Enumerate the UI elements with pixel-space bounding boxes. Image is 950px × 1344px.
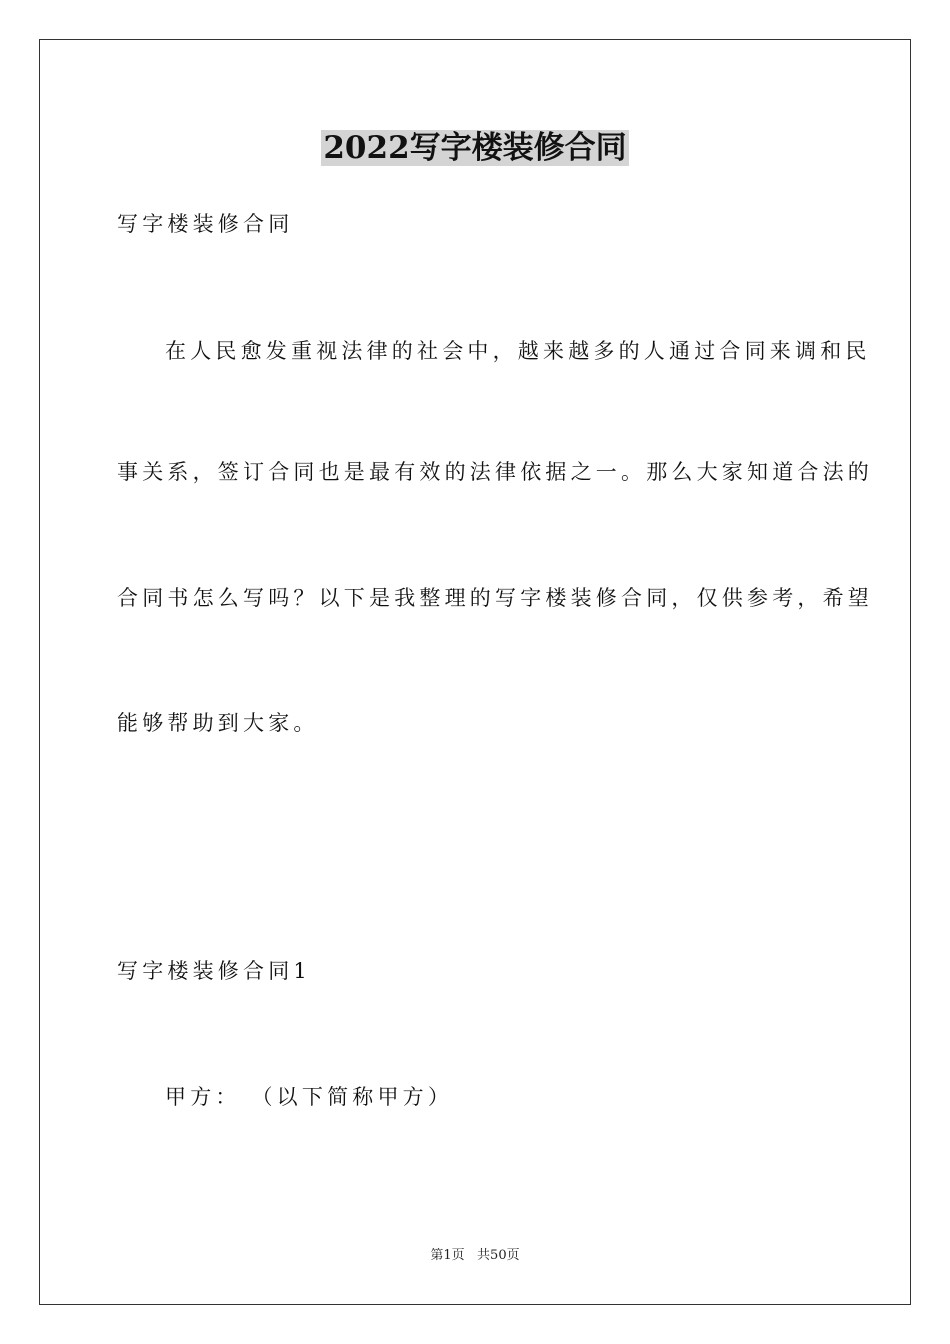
- party-a-line: 甲方： （以下简称甲方）: [165, 1085, 454, 1109]
- section-heading: 写字楼装修合同1: [117, 959, 311, 983]
- document-subtitle: 写字楼装修合同: [117, 212, 294, 236]
- document-title: [0, 128, 950, 168]
- intro-paragraph-line-4: 能够帮助到大家。: [117, 711, 319, 735]
- intro-paragraph-line-2: 事关系，签订合同也是最有效的法律依据之一。那么大家知道合法的: [117, 460, 873, 484]
- intro-paragraph-line-3: 合同书怎么写吗？以下是我整理的写字楼装修合同，仅供参考，希望: [117, 586, 873, 610]
- page-number-footer: 第1页 共50页: [430, 1248, 520, 1263]
- intro-paragraph-line-1: 在人民愈发重视法律的社会中，越来越多的人通过合同来调和民: [165, 339, 871, 363]
- document-title-text: 2022写字楼装修合同: [323, 130, 627, 166]
